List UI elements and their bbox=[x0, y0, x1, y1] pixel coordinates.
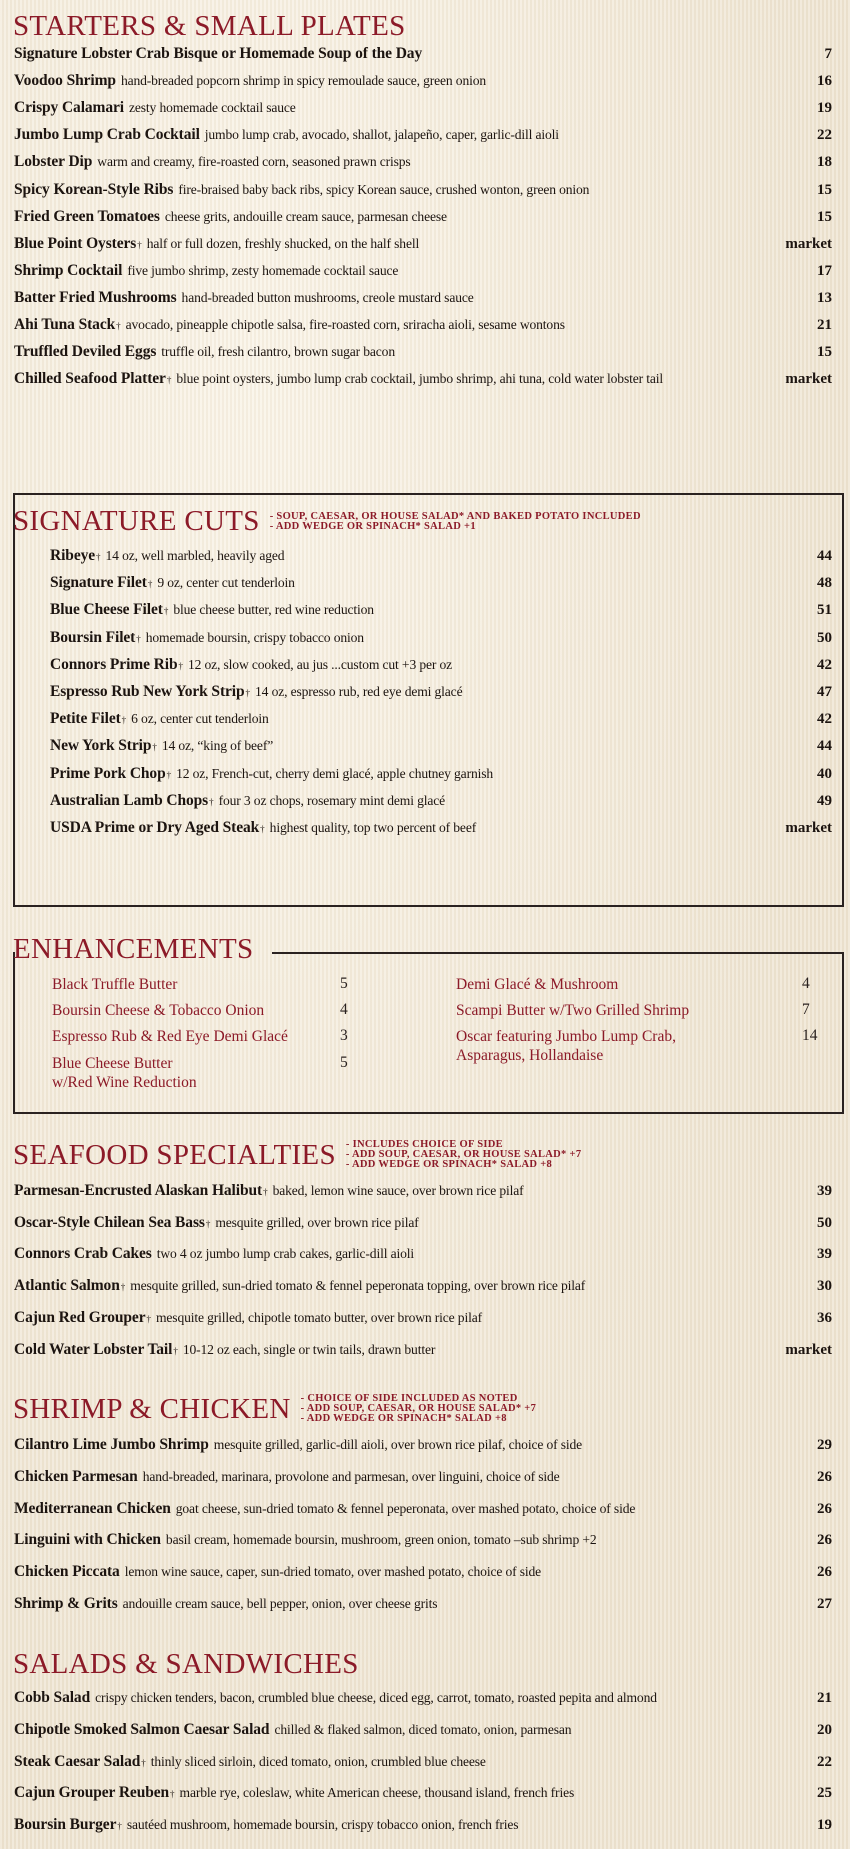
menu-item bbox=[14, 1563, 832, 1585]
signature-cuts-notes bbox=[270, 512, 641, 532]
item-price: 20 bbox=[817, 1721, 832, 1738]
item-description: baked, lemon wine sauce, over brown rice pilaf bbox=[272, 1183, 524, 1198]
enhancement-item bbox=[456, 975, 618, 994]
item-description: warm and creamy, fire-roasted corn, seasoned prawn crisps bbox=[97, 154, 411, 170]
menu-item bbox=[14, 1214, 832, 1236]
enhancement-name: Boursin Cheese & Tobacco Onion bbox=[52, 1002, 265, 1019]
menu-item bbox=[14, 1245, 832, 1267]
item-description: thinly sliced sirloin, diced tomato, onion, crumbled blue cheese bbox=[150, 1753, 486, 1769]
dagger-mark: † bbox=[117, 1821, 122, 1832]
dagger-mark: † bbox=[245, 688, 251, 698]
item-price: 26 bbox=[817, 1564, 832, 1581]
menu-item bbox=[50, 792, 832, 814]
note: - ADD SOUP, CAESAR, OR HOUSE SALAD* +7 bbox=[300, 1403, 537, 1414]
enhancement-price: 5 bbox=[340, 975, 348, 992]
item-price: 17 bbox=[817, 262, 832, 279]
shrimp-chicken-heading bbox=[13, 1394, 536, 1424]
dagger-mark: † bbox=[136, 633, 141, 644]
item-name: Parmesan-Encrusted Alaskan Halibut bbox=[14, 1182, 263, 1199]
menu-item bbox=[14, 262, 832, 284]
item-description: sautéed mushroom, homemade boursin, crispy tobacco onion, french fries bbox=[126, 1817, 519, 1833]
item-name: Chicken Parmesan bbox=[14, 1467, 138, 1485]
menu-item bbox=[14, 153, 832, 175]
menu-item bbox=[14, 1531, 832, 1553]
menu-item bbox=[50, 547, 832, 569]
item-price: 21 bbox=[817, 317, 832, 333]
menu-item bbox=[14, 1277, 832, 1299]
enhancement-price: 4 bbox=[802, 975, 810, 992]
section-title-seafood: SEAFOOD SPECIALTIES bbox=[13, 1138, 336, 1171]
item-name: Shrimp Cocktail bbox=[14, 261, 123, 279]
item-name: Chicken Piccata bbox=[14, 1563, 120, 1581]
enhancement-price: 14 bbox=[802, 1027, 818, 1044]
item-name: Cajun Red Grouper bbox=[14, 1308, 146, 1326]
item-price: 26 bbox=[817, 1532, 832, 1549]
section-title-shrimp-chicken: SHRIMP & CHICKEN bbox=[13, 1392, 291, 1425]
note: - SOUP, CAESAR, OR HOUSE SALAD* AND BAKED POTATO INCLUDED bbox=[269, 510, 641, 522]
item-name: Batter Fried Mushrooms bbox=[14, 288, 177, 306]
item-price: market bbox=[785, 1341, 832, 1358]
menu-item bbox=[14, 1753, 832, 1775]
item-name: Cilantro Lime Jumbo Shrimp bbox=[14, 1436, 209, 1453]
item-name: Fried Green Tomatoes bbox=[14, 207, 160, 225]
dagger-mark: † bbox=[205, 1218, 211, 1229]
item-price: 22 bbox=[817, 1753, 832, 1770]
item-name: Crispy Calamari bbox=[14, 99, 125, 117]
item-name: Mediterranean Chicken bbox=[14, 1499, 171, 1517]
menu-item bbox=[50, 629, 832, 651]
item-price: 21 bbox=[817, 1690, 832, 1706]
dagger-mark: † bbox=[209, 796, 214, 807]
item-description: 12 oz, French-cut, cherry demi glacé, apple chutney garnish bbox=[176, 765, 494, 781]
item-description: four 3 oz chops, rosemary mint demi glacé bbox=[218, 792, 445, 808]
menu-item bbox=[14, 1689, 832, 1711]
item-description: cheese grits, andouille cream sauce, parmesan cheese bbox=[164, 208, 447, 224]
item-price: 26 bbox=[817, 1500, 832, 1517]
menu-item bbox=[14, 316, 832, 338]
menu-item bbox=[14, 181, 832, 203]
item-description: lemon wine sauce, caper, sun-dried tomato, over mashed potato, choice of side bbox=[124, 1564, 542, 1580]
item-description: crispy chicken tenders, bacon, crumbled blue cheese, diced egg, carrot, tomato, roasted pepita and almond bbox=[95, 1690, 657, 1705]
item-description: two 4 oz jumbo lump crab cakes, garlic-dill aioli bbox=[156, 1246, 414, 1262]
item-price: 25 bbox=[817, 1785, 832, 1802]
item-price: 15 bbox=[817, 208, 832, 225]
enhancement-price: 4 bbox=[340, 1001, 348, 1018]
item-name: Petite Filet bbox=[50, 710, 121, 728]
item-description: fire-braised baby back ribs, spicy Korean sauce, crushed wonton, green onion bbox=[178, 181, 590, 197]
item-description: hand-breaded, marinara, provolone and parmesan, over linguini, choice of side bbox=[142, 1468, 560, 1484]
item-description: basil cream, homemade boursin, mushroom, green onion, tomato –sub shrimp +2 bbox=[165, 1532, 597, 1548]
item-name: Shrimp & Grits bbox=[14, 1595, 118, 1612]
note: - ADD WEDGE OR SPINACH* SALAD +1 bbox=[269, 520, 476, 532]
menu-item bbox=[50, 601, 832, 623]
menu-item bbox=[50, 574, 832, 596]
item-description: 12 oz, slow cooked, au jus ...custom cut +3 per oz bbox=[187, 656, 453, 672]
item-price: 42 bbox=[817, 711, 832, 728]
item-name: Ahi Tuna Stack bbox=[14, 316, 116, 333]
dagger-mark: † bbox=[173, 1345, 178, 1356]
item-description: avocado, pineapple chipotle salsa, fire-roasted corn, sriracha aioli, sesame wontons bbox=[125, 317, 565, 332]
dagger-mark: † bbox=[96, 552, 101, 562]
item-name: Blue Point Oysters bbox=[14, 234, 137, 252]
signature-cuts-heading bbox=[13, 507, 641, 536]
item-name: Cold Water Lobster Tail bbox=[14, 1340, 173, 1358]
item-name: Connors Prime Rib bbox=[50, 655, 178, 673]
enhancement-item bbox=[52, 1001, 264, 1020]
enhancement-price: 3 bbox=[340, 1027, 348, 1044]
item-name: Ribeye bbox=[50, 547, 96, 564]
item-price: 15 bbox=[817, 344, 832, 361]
item-description: 14 oz, espresso rub, red eye demi glacé bbox=[255, 684, 463, 699]
seafood-notes bbox=[346, 1140, 582, 1170]
item-description: hand-breaded button mushrooms, creole mustard sauce bbox=[181, 289, 474, 305]
item-description: goat cheese, sun-dried tomato & fennel peperonata, over mashed potato, choice of side bbox=[175, 1500, 636, 1516]
menu-item bbox=[50, 656, 832, 678]
enhancement-item bbox=[456, 1027, 676, 1065]
menu-item bbox=[50, 710, 832, 732]
menu-item bbox=[50, 765, 832, 787]
item-description: 9 oz, center cut tenderloin bbox=[157, 575, 295, 591]
item-price: 18 bbox=[817, 154, 832, 171]
item-price: 13 bbox=[817, 289, 832, 306]
menu-item bbox=[14, 1182, 832, 1204]
menu-item bbox=[14, 1468, 832, 1490]
menu-item bbox=[14, 1721, 832, 1743]
menu-item bbox=[14, 126, 832, 148]
item-description: blue point oysters, jumbo lump crab cocktail, jumbo shrimp, ahi tuna, cold water lobster tail bbox=[176, 371, 663, 387]
item-name: Jumbo Lump Crab Cocktail bbox=[14, 126, 200, 144]
enhancements-top-rule bbox=[272, 952, 844, 954]
item-price: 22 bbox=[817, 127, 832, 144]
shrimp-chicken-notes bbox=[301, 1394, 537, 1424]
item-price: 7 bbox=[824, 46, 832, 62]
item-price: 26 bbox=[817, 1468, 832, 1485]
item-name: Truffled Deviled Eggs bbox=[14, 343, 157, 361]
dagger-mark: † bbox=[152, 742, 157, 753]
menu-item bbox=[14, 289, 832, 311]
item-price: 29 bbox=[817, 1437, 832, 1453]
item-name: Oscar-Style Chilean Sea Bass bbox=[14, 1213, 205, 1231]
dagger-mark: † bbox=[166, 769, 172, 780]
item-description: blue cheese butter, red wine reduction bbox=[173, 602, 374, 618]
item-description: five jumbo shrimp, zesty homemade cocktail sauce bbox=[127, 262, 399, 278]
item-name: Blue Cheese Filet bbox=[50, 601, 163, 619]
item-price: 51 bbox=[817, 602, 832, 619]
menu-item bbox=[14, 1595, 832, 1617]
item-price: 42 bbox=[817, 656, 832, 673]
menu-item bbox=[14, 370, 832, 392]
item-price: 48 bbox=[817, 575, 832, 592]
item-description: jumbo lump crab, avocado, shallot, jalapeño, caper, garlic-dill aioli bbox=[204, 127, 559, 143]
item-name: Prime Pork Chop bbox=[50, 764, 166, 782]
item-price: 44 bbox=[817, 548, 832, 564]
item-name: Cajun Grouper Reuben bbox=[14, 1784, 170, 1802]
dagger-mark: † bbox=[178, 660, 183, 671]
enhancement-item bbox=[52, 1054, 197, 1092]
item-description: truffle oil, fresh cilantro, brown sugar bacon bbox=[161, 344, 395, 360]
item-price: 39 bbox=[817, 1183, 832, 1199]
item-name: USDA Prime or Dry Aged Steak bbox=[50, 819, 260, 836]
dagger-mark: † bbox=[120, 1282, 126, 1293]
item-description: andouille cream sauce, bell pepper, onion, over cheese grits bbox=[122, 1596, 438, 1611]
enhancement-item bbox=[52, 975, 177, 994]
item-name: Linguini with Chicken bbox=[14, 1531, 161, 1549]
note: - ADD SOUP, CAESAR, OR HOUSE SALAD* +7 bbox=[345, 1149, 582, 1160]
item-name: Atlantic Salmon bbox=[14, 1277, 120, 1295]
enhancement-price: 5 bbox=[340, 1054, 348, 1071]
item-price: 30 bbox=[817, 1278, 832, 1295]
item-price: 40 bbox=[817, 765, 832, 782]
item-price: 50 bbox=[817, 629, 832, 646]
enhancement-name-line2: w/Red Wine Reduction bbox=[52, 1074, 197, 1091]
item-price: 50 bbox=[817, 1214, 832, 1231]
dagger-mark: † bbox=[163, 606, 169, 617]
enhancement-item bbox=[52, 1027, 288, 1046]
note: - ADD WEDGE OR SPINACH* SALAD +8 bbox=[345, 1159, 553, 1170]
item-price: 19 bbox=[817, 1817, 832, 1834]
item-name: Signature Filet bbox=[50, 574, 147, 592]
item-name: Chipotle Smoked Salmon Caesar Salad bbox=[14, 1720, 270, 1738]
menu-item bbox=[14, 45, 832, 67]
item-description: mesquite grilled, garlic-dill aioli, over brown rice pilaf, choice of side bbox=[213, 1437, 583, 1452]
item-price: 36 bbox=[817, 1309, 832, 1326]
item-name: Steak Caesar Salad bbox=[14, 1752, 141, 1770]
item-name: Chilled Seafood Platter bbox=[14, 370, 166, 388]
note: - INCLUDES CHOICE OF SIDE bbox=[345, 1139, 503, 1150]
item-description: highest quality, top two percent of beef bbox=[269, 820, 477, 835]
item-description: half or full dozen, freshly shucked, on the half shell bbox=[146, 235, 420, 251]
enhancement-name: Oscar featuring Jumbo Lump Crab, bbox=[456, 1028, 676, 1045]
dagger-mark: † bbox=[147, 579, 153, 590]
item-price: 27 bbox=[817, 1596, 832, 1612]
item-description: zesty homemade cocktail sauce bbox=[129, 100, 296, 116]
item-description: marble rye, coleslaw, white American cheese, thousand island, french fries bbox=[179, 1785, 575, 1801]
enhancement-name: Black Truffle Butter bbox=[52, 976, 178, 993]
menu-item bbox=[14, 1816, 832, 1838]
dagger-mark: † bbox=[121, 715, 127, 726]
item-description: 10-12 oz each, single or twin tails, drawn butter bbox=[182, 1341, 436, 1357]
section-title-enhancements: ENHANCEMENTS bbox=[13, 933, 254, 965]
dagger-mark: † bbox=[170, 1789, 175, 1800]
item-price: 16 bbox=[817, 73, 832, 90]
dagger-mark: † bbox=[137, 239, 142, 250]
menu-item bbox=[14, 235, 832, 257]
item-description: hand-breaded popcorn shrimp in spicy remoulade sauce, green onion bbox=[120, 73, 487, 89]
item-price: market bbox=[785, 235, 832, 252]
item-price: 49 bbox=[817, 792, 832, 809]
item-name: Australian Lamb Chops bbox=[50, 791, 209, 809]
item-price: market bbox=[785, 820, 832, 836]
dagger-mark: † bbox=[263, 1187, 268, 1197]
item-name: Spicy Korean-Style Ribs bbox=[14, 180, 174, 198]
item-price: market bbox=[785, 371, 832, 388]
dagger-mark: † bbox=[260, 824, 265, 834]
enhancement-item bbox=[456, 1001, 689, 1020]
dagger-mark: † bbox=[116, 321, 121, 331]
section-title-salads: SALADS & SANDWICHES bbox=[13, 1648, 359, 1680]
item-name: New York Strip bbox=[50, 737, 152, 755]
item-price: 47 bbox=[817, 684, 832, 700]
menu-item bbox=[14, 1500, 832, 1522]
item-price: 39 bbox=[817, 1246, 832, 1263]
menu-item bbox=[14, 1436, 832, 1458]
item-name: Espresso Rub New York Strip bbox=[50, 683, 245, 700]
item-price: 44 bbox=[817, 738, 832, 755]
item-name: Cobb Salad bbox=[14, 1689, 91, 1706]
item-description: homemade boursin, crispy tobacco onion bbox=[145, 629, 364, 645]
item-name: Signature Lobster Crab Bisque or Homemade Soup of the Day bbox=[14, 45, 423, 62]
enhancement-name: Blue Cheese Butter bbox=[52, 1055, 173, 1072]
enhancement-name-line2: Asparagus, Hollandaise bbox=[456, 1047, 604, 1064]
seafood-heading bbox=[13, 1140, 581, 1170]
enhancement-name: Espresso Rub & Red Eye Demi Glacé bbox=[52, 1028, 288, 1045]
item-price: 19 bbox=[817, 100, 832, 117]
item-name: Connors Crab Cakes bbox=[14, 1245, 152, 1263]
menu-item bbox=[14, 1309, 832, 1331]
item-description: mesquite grilled, chipotle tomato butter, over brown rice pilaf bbox=[156, 1309, 482, 1325]
item-name: Boursin Filet bbox=[50, 628, 136, 646]
note: - CHOICE OF SIDE INCLUDED AS NOTED bbox=[300, 1393, 518, 1404]
menu-item bbox=[14, 99, 832, 121]
item-price: 15 bbox=[817, 181, 832, 198]
menu-item bbox=[14, 1341, 832, 1363]
item-name: Boursin Burger bbox=[14, 1816, 117, 1834]
dagger-mark: † bbox=[166, 375, 172, 386]
enhancement-name: Demi Glacé & Mushroom bbox=[456, 976, 619, 993]
item-name: Voodoo Shrimp bbox=[14, 72, 116, 90]
menu-item bbox=[14, 343, 832, 365]
item-name: Lobster Dip bbox=[14, 153, 93, 171]
dagger-mark: † bbox=[141, 1757, 146, 1768]
enhancement-name: Scampi Butter w/Two Grilled Shrimp bbox=[456, 1002, 690, 1019]
menu-item bbox=[14, 72, 832, 94]
dagger-mark: † bbox=[146, 1313, 151, 1324]
item-description: 14 oz, “king of beef” bbox=[161, 738, 274, 754]
note: - ADD WEDGE OR SPINACH* SALAD +8 bbox=[300, 1413, 507, 1424]
enhancement-price: 7 bbox=[802, 1001, 810, 1018]
section-title-starters: STARTERS & SMALL PLATES bbox=[13, 10, 406, 42]
item-description: mesquite grilled, over brown rice pilaf bbox=[215, 1214, 419, 1230]
menu-item bbox=[50, 819, 832, 841]
item-description: chilled & flaked salmon, diced tomato, onion, parmesan bbox=[274, 1721, 572, 1737]
section-title-signature-cuts: SIGNATURE CUTS bbox=[13, 505, 260, 537]
menu-item bbox=[50, 683, 832, 705]
item-description: 6 oz, center cut tenderloin bbox=[131, 711, 269, 727]
menu-item bbox=[14, 1784, 832, 1806]
menu-item bbox=[50, 737, 832, 759]
menu-item bbox=[14, 208, 832, 230]
item-description: mesquite grilled, sun-dried tomato & fennel peperonata topping, over brown rice pilaf bbox=[130, 1278, 586, 1294]
item-description: 14 oz, well marbled, heavily aged bbox=[105, 548, 285, 563]
